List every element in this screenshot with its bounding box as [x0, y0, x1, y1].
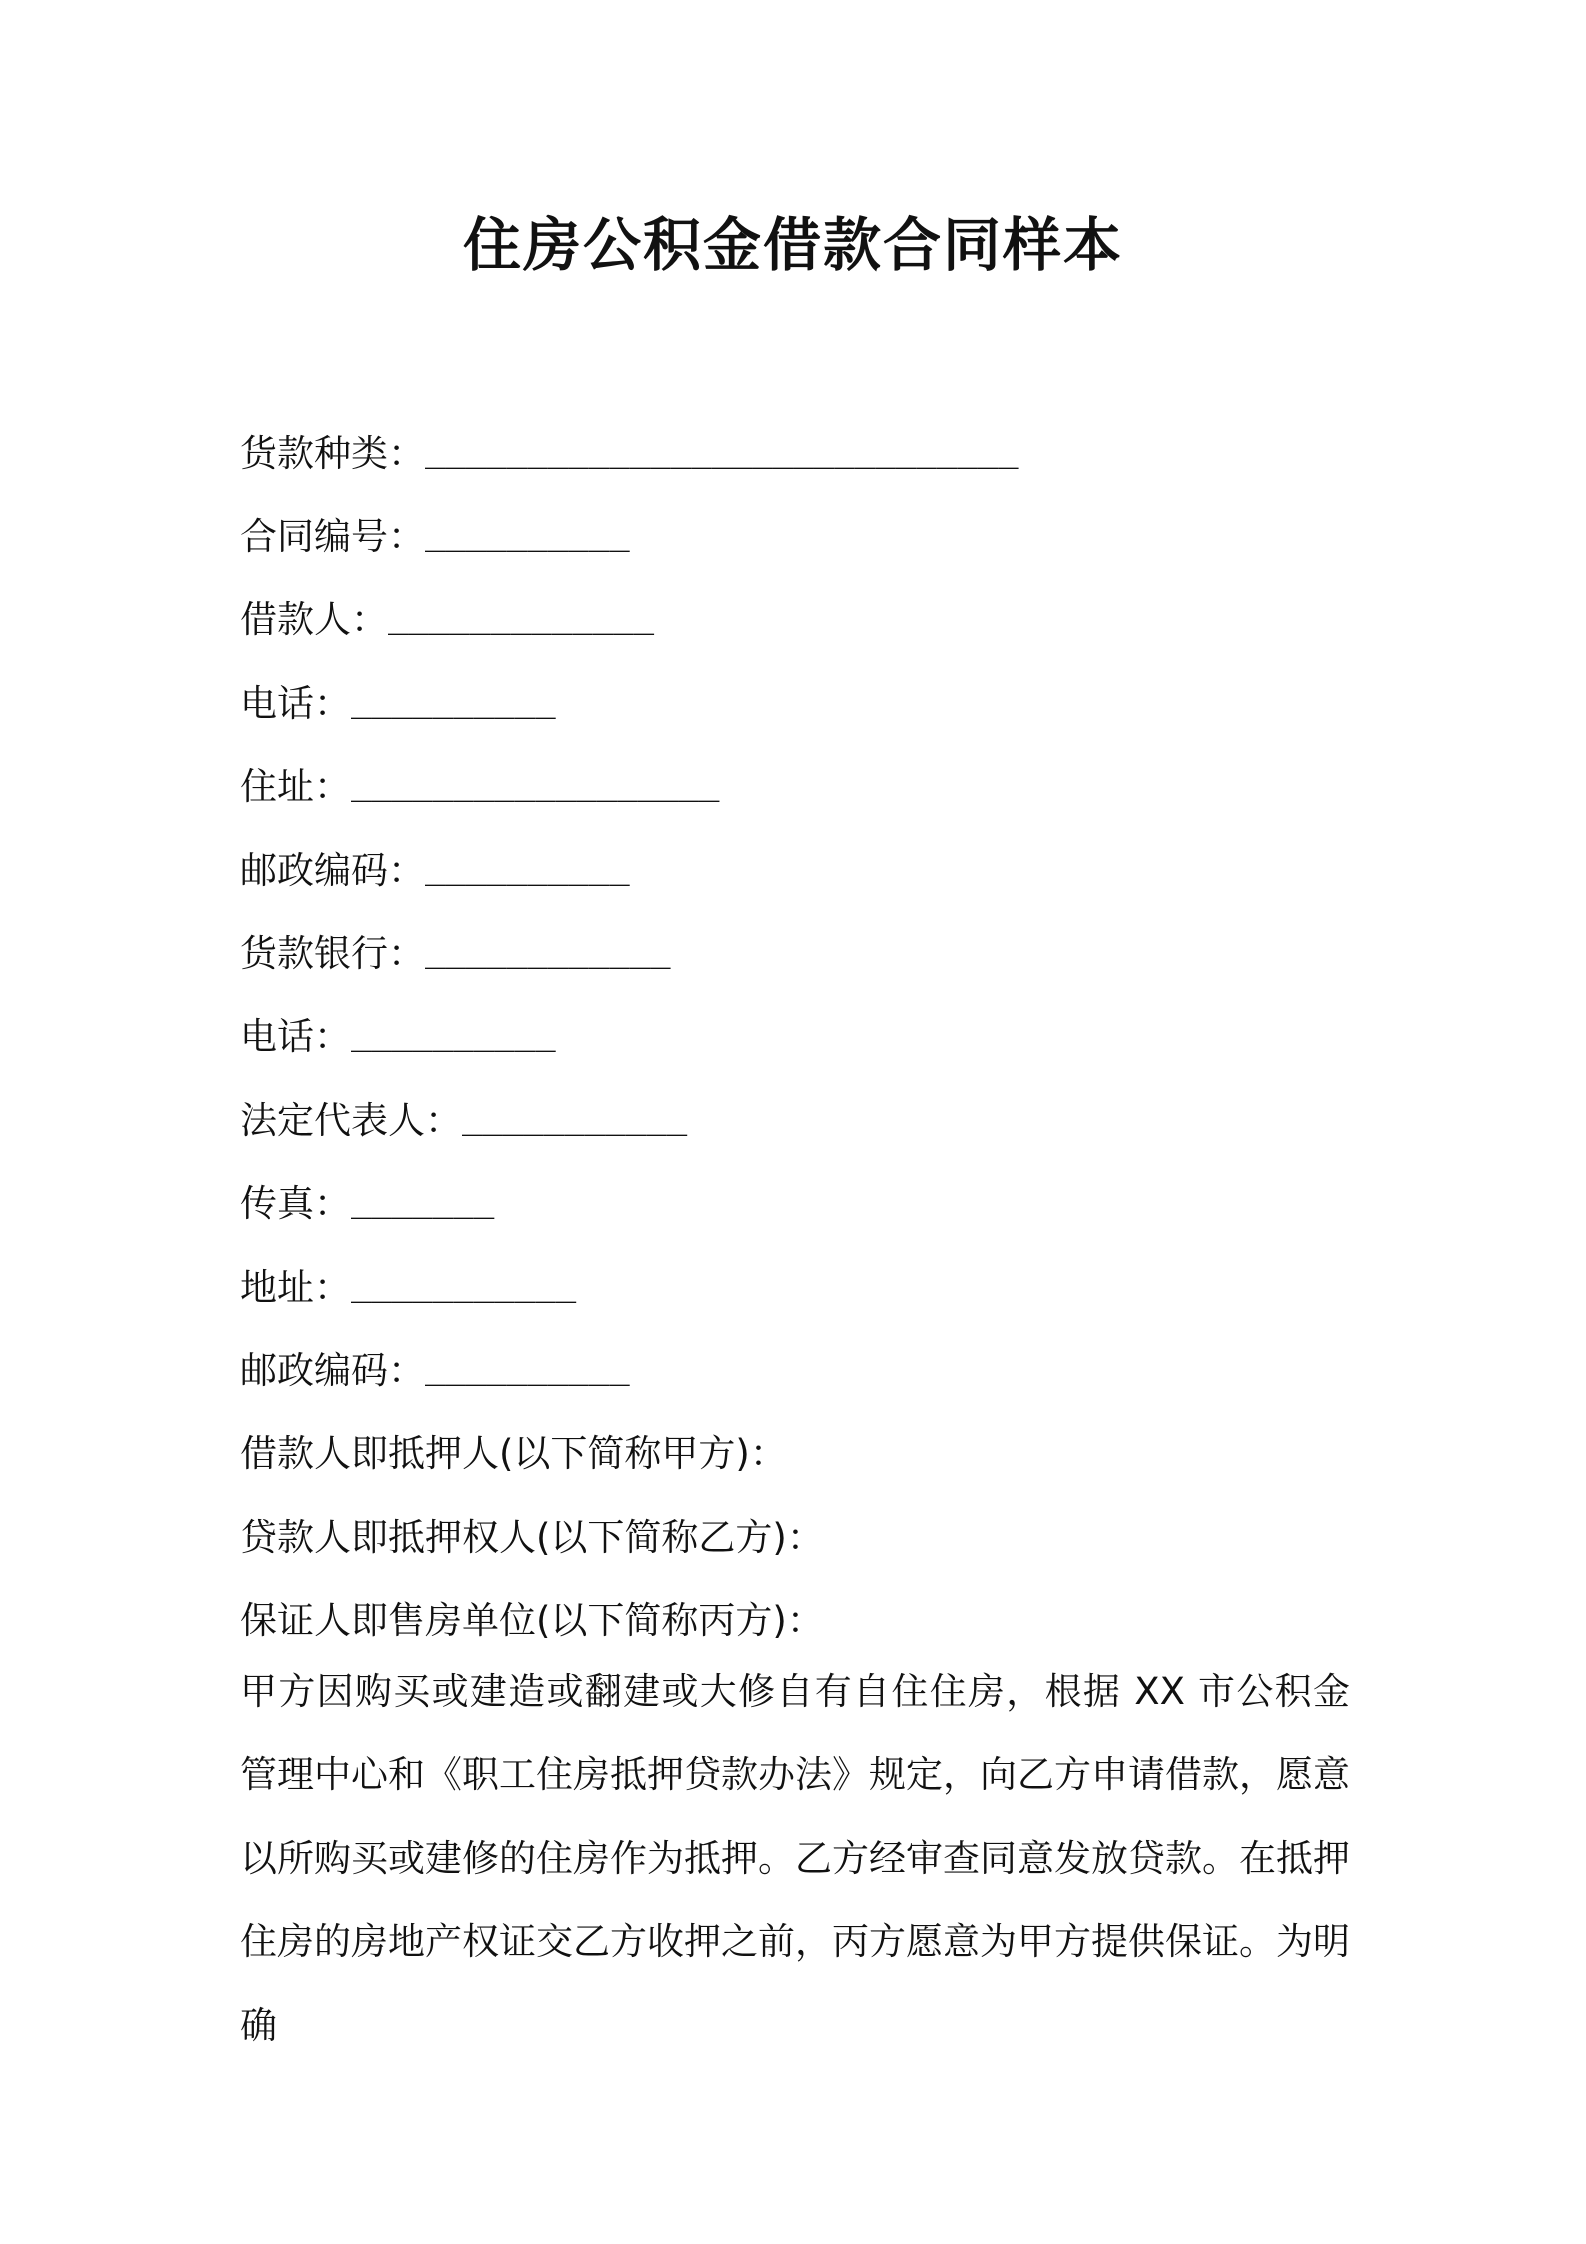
field-party-a	[240, 1409, 1360, 1492]
field-bank-postal-code	[240, 1325, 1360, 1408]
field-blank: _____________	[388, 596, 655, 637]
field-loan-bank	[240, 908, 1360, 991]
field-blank: _____________________________	[425, 429, 1019, 470]
field-label: 货款种类：	[240, 431, 425, 475]
field-label: 贷款人即抵押权人(以下简称乙方)：	[240, 1515, 824, 1559]
field-blank: ____________	[425, 930, 671, 971]
field-borrower	[240, 575, 1360, 658]
field-blank: _______	[351, 1180, 495, 1221]
field-label: 借款人：	[240, 598, 388, 642]
field-postal-code	[240, 825, 1360, 908]
field-fax	[240, 1159, 1360, 1242]
field-label: 邮政编码：	[240, 848, 425, 892]
field-contract-number	[240, 491, 1360, 574]
field-borrower-phone	[240, 658, 1360, 741]
contract-fields	[240, 408, 1360, 1659]
field-blank: __________	[351, 1013, 556, 1054]
field-label: 保证人即售房单位(以下简称丙方)：	[240, 1599, 824, 1643]
field-blank: __________	[425, 1346, 630, 1387]
field-blank: __________	[425, 846, 630, 887]
field-blank: __________________	[351, 763, 720, 804]
field-bank-phone	[240, 992, 1360, 1075]
field-label: 邮政编码：	[240, 1348, 425, 1392]
field-label: 货款银行：	[240, 932, 425, 976]
field-label: 电话：	[240, 681, 351, 725]
field-blank: __________	[425, 513, 630, 554]
document-title: 住房公积金借款合同样本	[462, 211, 1123, 279]
field-label: 地址：	[240, 1265, 351, 1309]
field-party-c	[240, 1575, 1360, 1658]
field-loan-type	[240, 408, 1360, 491]
contract-preamble-paragraph: 甲方因购买或建造或翻建或大修自有自住住房，根据 XX 市公积金管理中心和《职工住房抵押贷款办法》规定，向乙方申请借款，愿意以所购买或建修的住房作为抵押。乙方经审查同意发放贷款。在抵押住房的房地产权证交乙方收押之前，丙方愿意为甲方提供保证。为明确	[240, 1670, 1350, 2047]
field-label: 借款人即抵押人(以下简称甲方)：	[240, 1432, 787, 1476]
field-address	[240, 1242, 1360, 1325]
field-label: 住址：	[240, 765, 351, 809]
field-blank: __________	[351, 679, 556, 720]
field-blank: ___________	[351, 1263, 577, 1304]
field-label: 电话：	[240, 1015, 351, 1059]
field-label: 合同编号：	[240, 515, 425, 559]
field-residence	[240, 742, 1360, 825]
field-blank: ___________	[462, 1096, 688, 1137]
field-label: 法定代表人：	[240, 1098, 462, 1142]
field-label: 传真：	[240, 1182, 351, 1226]
field-party-b	[240, 1492, 1360, 1575]
field-legal-representative	[240, 1075, 1360, 1158]
